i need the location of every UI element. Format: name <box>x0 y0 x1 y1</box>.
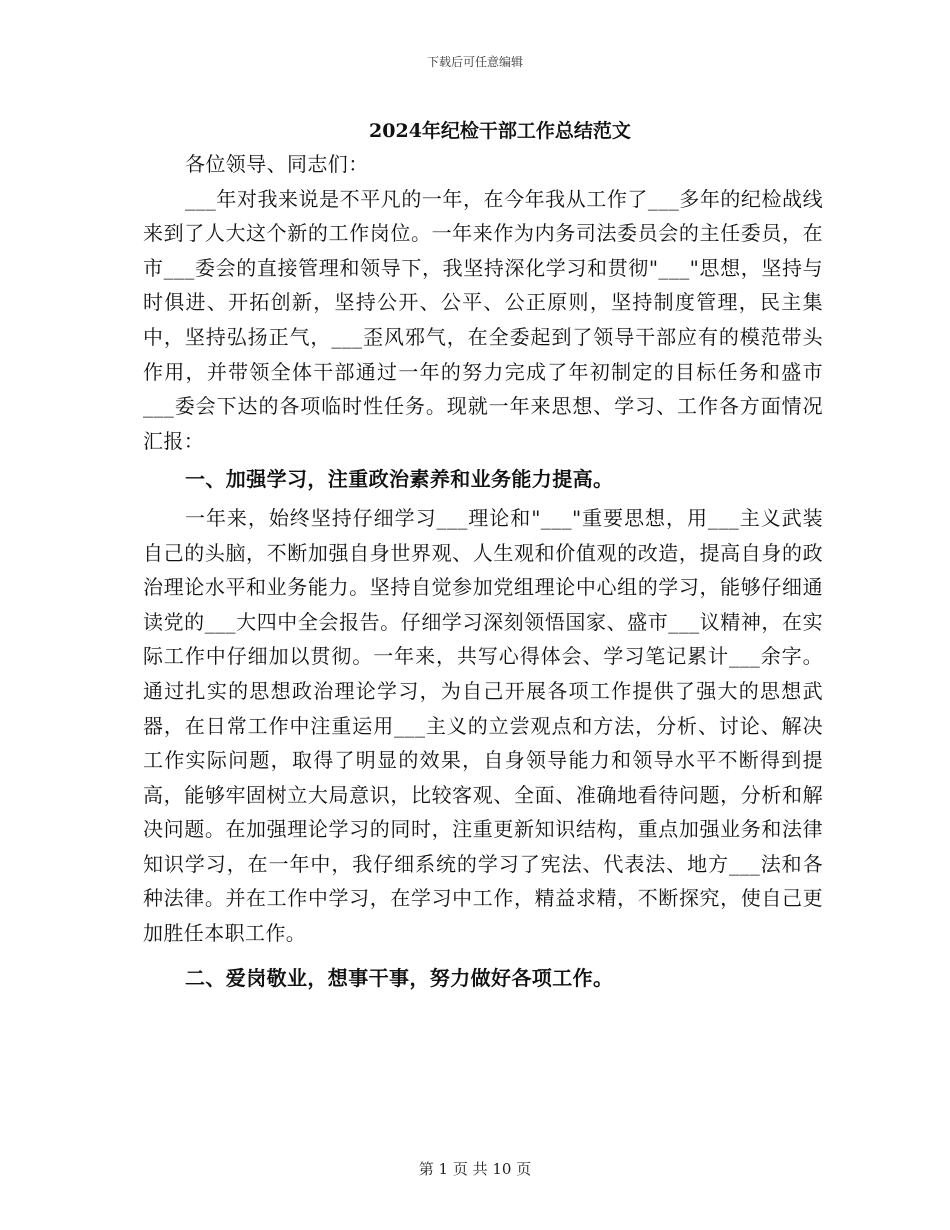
section-heading-2: 二、爱岗敬业，想事干事，努力做好各项工作。 <box>185 965 614 990</box>
document-title: 2024年纪检干部工作总结范文 <box>369 120 631 142</box>
section-1-paragraph: 一年来，始终坚持仔细学习___理论和"___"重要思想，用___主义武装自己的头脑，不断加强自身世界观、人生观和价值观的改造，提高自身的政治理论水平和业务能力。坚持自觉参加党组理论中心组的学习，能够仔细通读党的___大四中全会报告。仔细学习深刻领悟国家、盛市___议精神，在实际工作中仔细加以贯彻。一年来，共写心得体会、学习笔记累计___余字。通过扎实的思想政治理论学习，为自己开展各项工作提供了强大的思想武器，在日常工作中注重运用___主义的立尝观点和方法，分析、讨论、解决工作实际问题，取得了明显的效果，自身领导能力和领导水平不断得到提高，能够牢固树立大局意识，比较客观、全面、准确地看待问题，分析和解决问题。在加强理论学习的同时，注重更新知识结构，重点加强业务和法律知识学习，在一年中，我仔细系统的学习了宪法、代表法、地方___法和各种法律。并在工作中学习，在学习中工作，精益求精，不断探究，使自己更加胜任本职工作。 <box>143 505 823 946</box>
greeting-line: 各位领导、同志们： <box>185 152 369 176</box>
page-footer: 第 1 页 共 10 页 <box>418 1160 532 1178</box>
intro-paragraph: ___年对我来说是不平凡的一年，在今年我从工作了___多年的纪检战线来到了人大这个新的工作岗位。一年来作为内务司法委员会的主任委员，在市___委会的直接管理和领导下，我坚持深化学习和贯彻"___"思想，坚持与时俱进、开拓创新，坚持公开、公平、公正原则，坚持制度管理，民主集中，坚持弘扬正气，___歪风邪气，在全委起到了领导干部应有的模范带头作用，并带领全体干部通过一年的努力完成了年初制定的目标任务和盛市___委会下达的各项临时性任务。现就一年来思想、学习、工作各方面情况汇报： <box>143 186 823 453</box>
header-note: 下载后可任意编辑 <box>426 55 523 69</box>
document-body <box>143 147 823 999</box>
section-heading-1: 一、加强学习，注重政治素养和业务能力提高。 <box>185 467 614 492</box>
